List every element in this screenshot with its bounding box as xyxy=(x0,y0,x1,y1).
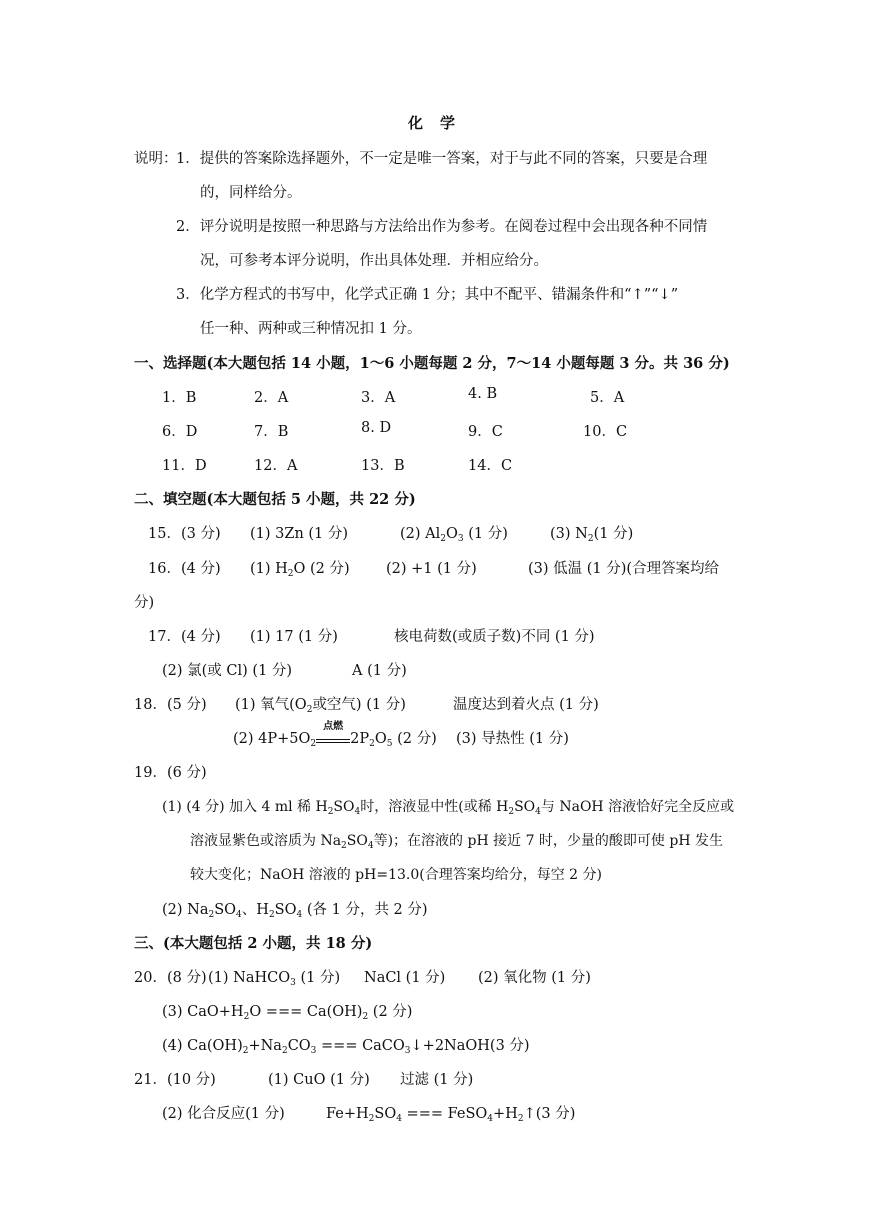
note-3-line-2: 任一种、两种或三种情况扣 1 分。 xyxy=(200,321,422,337)
q15-part-3: (3) $N_2(1$ 分) xyxy=(550,526,634,544)
note-1-line-1: 1．提供的答案除选择题外，不一定是唯一答案，对于与此不同的答案，只要是合理 xyxy=(176,151,708,167)
answer-13: 13．B xyxy=(361,458,405,474)
q16-number: 16．(4 分) xyxy=(148,561,221,577)
q21-part-1: (1) CuO (1 分) xyxy=(268,1072,370,1088)
q17-number: 17．(4 分) xyxy=(148,629,221,645)
q19-number: 19．(6 分) xyxy=(134,765,207,781)
q21-part-2: (2) 化合反应(1 分) xyxy=(162,1106,285,1122)
q17-part-1-reason: 核电荷数(或质子数)不同 (1 分) xyxy=(394,629,595,645)
q20-number: 20．(8 分) xyxy=(134,970,207,986)
q20-part-1: (1) NaHCO$_3$ (1 分) xyxy=(208,970,341,988)
answer-7: 7．B xyxy=(254,424,289,440)
notes-lead: 说明： xyxy=(134,151,178,167)
q18-part-1: (1) 氧气($O_2$或空气) (1 分) xyxy=(235,697,406,715)
note-2-line-2: 况，可参考本评分说明，作出具体处理．并相应给分。 xyxy=(200,253,548,269)
answer-10: 10．C xyxy=(583,424,628,440)
note-1-line-2: 的，同样给分。 xyxy=(200,185,302,201)
q20-part-3: (3) $CaO+H_2O$ === $Ca(OH)_2$ (2 分) xyxy=(162,1004,413,1022)
q18-part-1-condition: 温度达到着火点 (1 分) xyxy=(453,697,599,713)
q17-part-2-answer: A (1 分) xyxy=(352,663,407,679)
section-1-heading: 一、选择题(本大题包括 14 小题，1～6 小题每题 2 分，7～14 小题每题 3 分。共 36 分) xyxy=(134,355,730,372)
q18-number: 18．(5 分) xyxy=(134,697,207,713)
section-2-heading: 二、填空题(本大题包括 5 小题，共 22 分) xyxy=(134,491,416,508)
q18-part-3: (3) 导热性 (1 分) xyxy=(456,731,569,747)
answer-8: 8. D xyxy=(361,420,392,436)
q19-part-2: (2) $Na_2SO_4$、$H_2SO_4$ (各 1 分，共 2 分) xyxy=(162,902,428,920)
q16-part-1: (1) $H_2O$ (2 分) xyxy=(250,561,350,579)
answer-6: 6．D xyxy=(162,424,198,440)
q20-part-1-b: NaCl (1 分) xyxy=(364,970,446,986)
answer-11: 11．D xyxy=(162,458,207,474)
q16-part-3: (3) 低温 (1 分)(合理答案均给 xyxy=(528,561,720,577)
reaction-condition: 点燃 xyxy=(316,730,350,743)
q20-part-4: (4) $Ca(OH)_2+Na_2CO_3$ === CaCO$_3$↓+2NaOH(3 分) xyxy=(162,1038,530,1056)
q19-part-1-line-3: 较大变化；NaOH 溶液的 pH=13.0(合理答案均给分，每空 2 分) xyxy=(190,867,602,883)
q15-number: 15．(3 分) xyxy=(148,526,221,542)
q18-part-2-equation: (2) $4P+5O_2$ 点燃 $2P_2O_5$ (2 分) xyxy=(233,721,437,749)
q17-part-1: (1) 17 (1 分) xyxy=(250,629,338,645)
note-3-line-1: 3．化学方程式的书写中，化学式正确 1 分；其中不配平、错漏条件和“↑”“↓” xyxy=(176,287,679,303)
answer-14: 14．C xyxy=(468,458,513,474)
q19-part-1-line-1: (1) (4 分) 加入 4 ml 稀 $H_2SO_4$时，溶液显中性(或稀 $H_2SO_4$与 NaOH 溶液恰好完全反应或 xyxy=(162,799,735,817)
answer-9: 9．C xyxy=(468,424,503,440)
answer-2: 2．A xyxy=(254,390,289,406)
answer-12: 12．A xyxy=(254,458,298,474)
q21-number: 21．(10 分) xyxy=(134,1072,216,1088)
section-3-heading: 三、(本大题包括 2 小题，共 18 分) xyxy=(134,935,373,952)
note-2-line-1: 2．评分说明是按照一种思路与方法给出作为参考。在阅卷过程中会出现各种不同情 xyxy=(176,219,708,235)
page-title: 化 学 xyxy=(408,114,457,132)
q20-part-2: (2) 氧化物 (1 分) xyxy=(478,970,591,986)
q15-part-1: (1) 3Zn (1 分) xyxy=(250,526,349,542)
q16-continuation: 分) xyxy=(134,595,155,611)
answer-1: 1．B xyxy=(162,390,197,406)
answer-4: 4. B xyxy=(468,386,498,402)
q21-part-1-b: 过滤 (1 分) xyxy=(400,1072,474,1088)
q16-part-2: (2) +1 (1 分) xyxy=(386,561,477,577)
q15-part-2: (2) $Al_2O_3$ (1 分) xyxy=(400,526,508,544)
q17-part-2: (2) 氯(或 Cl) (1 分) xyxy=(162,663,293,679)
q19-part-1-line-2: 溶液显紫色或溶质为 $Na_2SO_4$等)；在溶液的 pH 接近 7 时，少量的酸即可使 pH 发生 xyxy=(190,833,724,851)
q21-part-2-equation: $Fe+H_2SO_4$ === $FeSO_4+H_2↑(3$ 分) xyxy=(326,1106,576,1124)
answer-3: 3．A xyxy=(361,390,396,406)
answer-5: 5．A xyxy=(590,390,625,406)
